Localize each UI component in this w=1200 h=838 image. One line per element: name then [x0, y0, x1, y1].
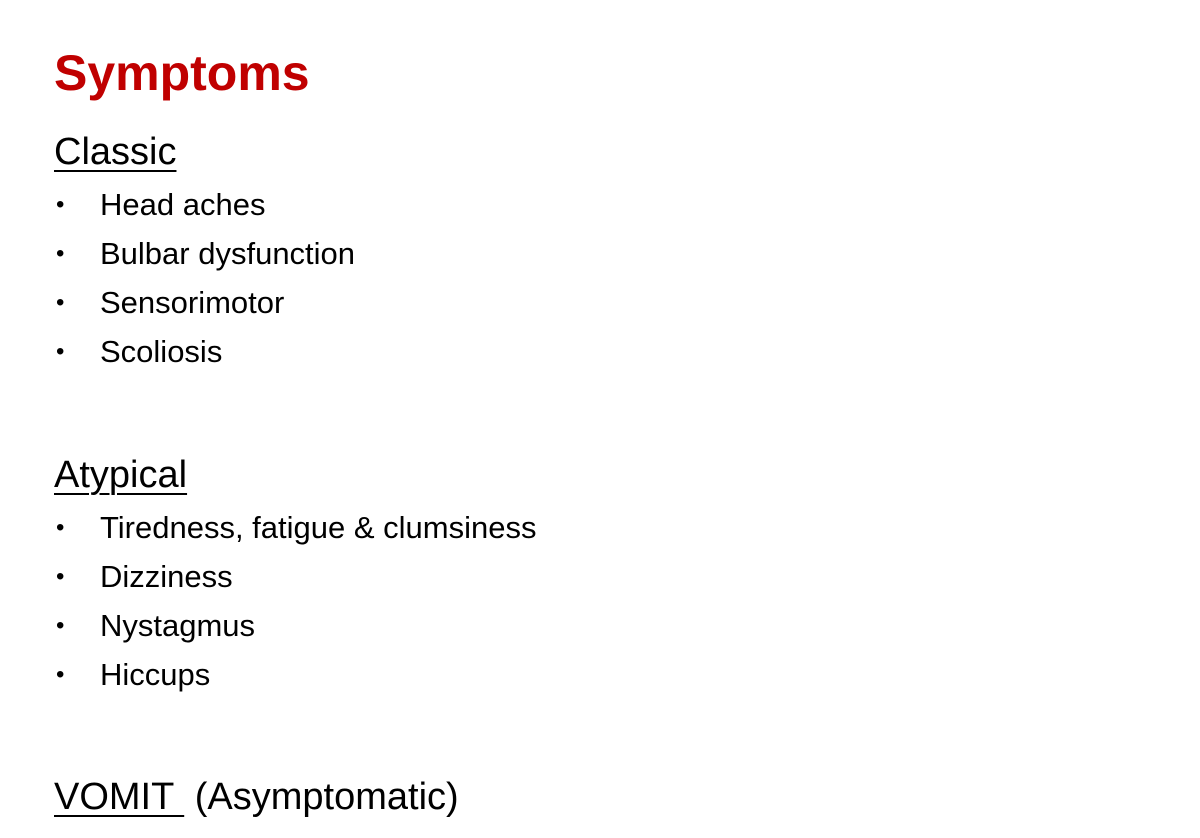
slide-title: Symptoms	[54, 45, 310, 101]
classic-heading	[54, 128, 176, 176]
vomit-heading-label: VOMIT	[54, 776, 185, 818]
atypical-heading-label: Atypical	[54, 454, 188, 496]
bullet-icon: •	[56, 563, 65, 590]
list-item-text: Dizziness	[100, 559, 233, 594]
list-item-text: Tiredness, fatigue & clumsiness	[100, 510, 537, 545]
bullet-icon: •	[56, 612, 65, 639]
list-item-text: Nystagmus	[100, 608, 256, 643]
vomit-note: (Asymptomatic)	[184, 776, 459, 818]
list-item-text: Sensorimotor	[100, 285, 285, 320]
bullet-icon: •	[56, 514, 65, 541]
atypical-heading	[54, 451, 187, 499]
bullet-icon: •	[56, 191, 65, 218]
bullet-icon: •	[56, 338, 65, 365]
list-item-text: Hiccups	[100, 657, 211, 692]
bullet-icon: •	[56, 240, 65, 267]
vomit-heading	[54, 773, 459, 821]
list-item-text: Bulbar dysfunction	[100, 236, 356, 271]
list-item-text: Scoliosis	[100, 334, 223, 369]
bullet-icon: •	[56, 661, 65, 688]
bullet-icon: •	[56, 289, 65, 316]
classic-heading-label: Classic	[54, 131, 177, 173]
list-item-text: Head aches	[100, 187, 266, 222]
